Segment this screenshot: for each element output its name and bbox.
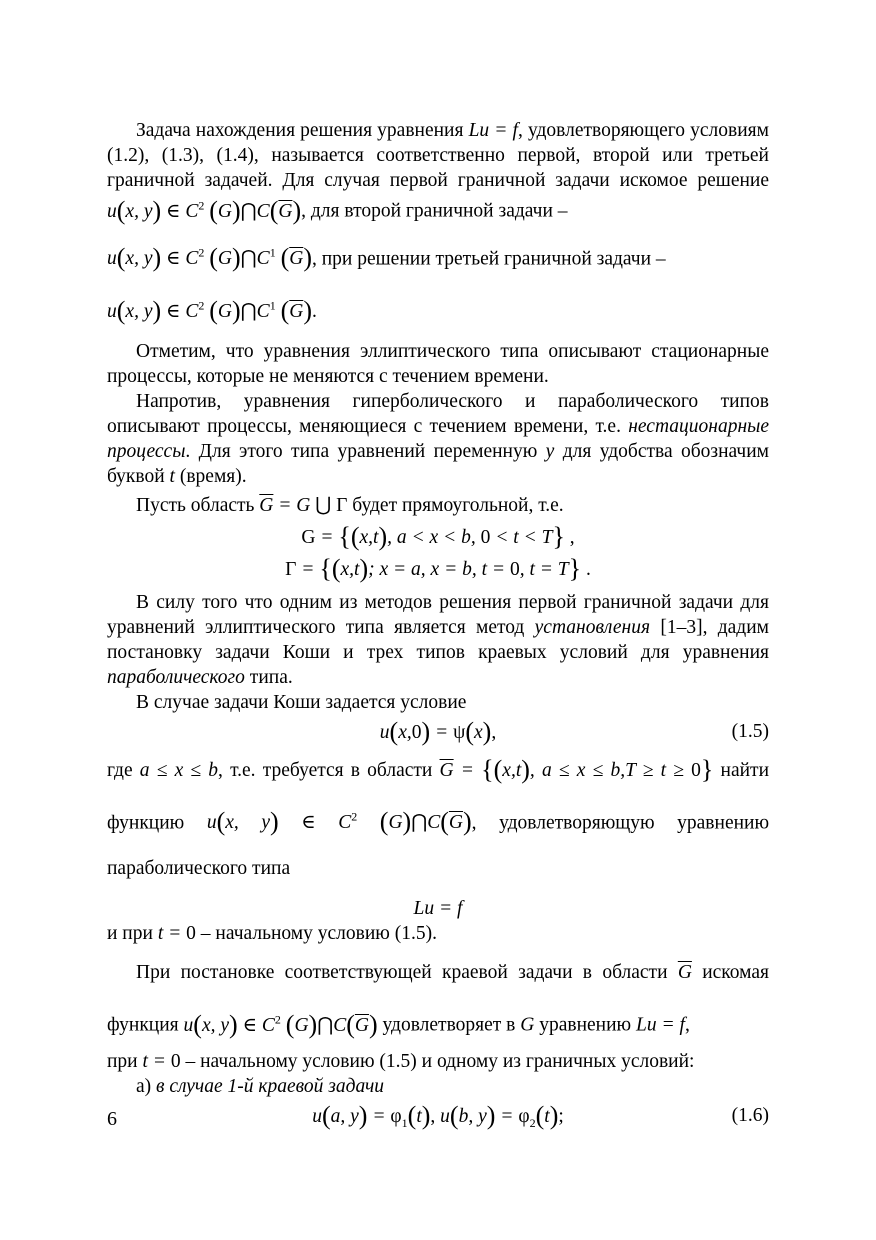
paragraph-1-end	[107, 282, 769, 335]
paragraph-6: В случае задачи Коши задается условие	[136, 691, 467, 713]
paragraph-10: при t = 0 – начальному условию (1.5) и одному из граничных условий:	[107, 1050, 695, 1072]
equation-number-1-5: (1.5)	[731, 720, 769, 742]
formula-closure: $\overline{G} = G$ ⋃ Γ	[259, 494, 348, 516]
formula-u-c2-c1: u(x, y) ∈ $C^2$ $(G)⋂C^1$ $(\overline{G})$	[107, 243, 312, 272]
equation-lu-f: Lu = f	[468, 120, 518, 141]
formula-gamma: Γ = {(x,t); x = a, x = b, t = 0, t = T} .	[285, 553, 591, 583]
formula-g-domain: G = {(x,t), a < x < b, 0 < t < T} ,	[301, 521, 575, 551]
paragraph-7: где a ≤ x ≤ b, т.е. требуется в области $\overline{G} = \{(x,t)$, a ≤ x ≤ b,T ≥ t ≥ 0} найти функцию u(x, y) ∈ $C^2$ $(G)⋂C(\overline{G})$, удовлетворяющую уравнению параболического типа	[107, 754, 770, 879]
paragraph-3: Напротив, уравнения гиперболического и параболического типов описывают процессы, меняющиеся с течением времени, т.е. нестационарные процессы. Для этого типа уравнений переменную y для удобства обозначим буквой t (время).	[107, 390, 769, 487]
formula-u-c2-c1-third: u(x, y) ∈ $C^2$ $(G)⋂C^1$ $(\overline{G})$.	[107, 295, 317, 325]
paragraph-4: Пусть область $\overline{G} = G$ ⋃ Γ будет прямоугольной, т.е.	[136, 494, 564, 516]
paragraph-1-cont: u(x, y) ∈ $C^2$ $(G)⋂C^1$ $(\overline{G})$, при решении третьей граничной задачи –	[107, 243, 666, 272]
equation-1-5: u(x,0) = ψ(x), (1.5)	[379, 716, 769, 746]
equation-lu-f-centered: Lu = f	[413, 898, 463, 919]
paragraph-1: Задача нахождения решения уравнения Lu = f, удовлетворяющего условиям (1.2), (1.3), (1.4), называется соответственно первой, второй или третьей граничной задачей. Для случая первой граничной задачи искомое решение u(x, y) ∈ $C^2$ $(G)⋂C(\overline{G})$, для второй граничной задачи –	[107, 120, 769, 225]
page-number: 6	[107, 1108, 117, 1130]
equation-number-1-6: (1.6)	[731, 1104, 769, 1126]
paragraph-9: При постановке соответствующей краевой задачи в области $\overline{G}$ искомая функция u(x, y) ∈ $C^2$ $(G)⋂C(\overline{G})$ удовлетворяет в G уравнению Lu = f,	[107, 962, 769, 1039]
formula-closed-domain: $\overline{G} = \{(x,t)$, a ≤ x ≤ b,T ≥ t ≥ 0}	[439, 754, 714, 784]
page-body	[107, 118, 769, 1135]
formula-u-c2-c: u(x, y) ∈ $C^2$ $(G)⋂C(\overline{G})$	[107, 195, 302, 225]
equation-1-6: u(a, $y) = \varphi_1(t)$, u(b, $y) = \varphi_2(t)$; (1.6)	[312, 1100, 769, 1130]
paragraph-2: Отметим, что уравнения эллиптического типа описывают стационарные процессы, которые не меняются с течением времени.	[107, 340, 769, 387]
paragraph-8: и при t = 0 – начальному условию (1.5).	[107, 923, 437, 944]
paragraph-5: В силу того что одним из методов решения первой граничной задачи для уравнений эллиптического типа является метод установления [1–3], дадим постановку задачи Коши и трех типов краевых условий для уравнения параболического типа.	[107, 591, 769, 688]
paragraph-11: а) в случае 1-й краевой задачи	[136, 1075, 385, 1097]
